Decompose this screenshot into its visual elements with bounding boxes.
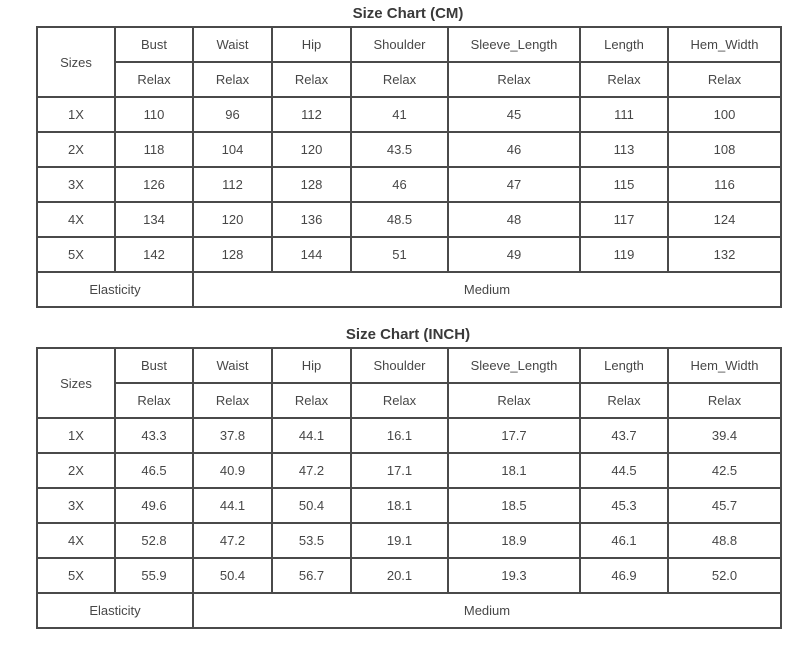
- size-cell: 3X: [37, 488, 115, 523]
- fit-cell: Relax: [193, 383, 272, 418]
- value-cell: 47.2: [272, 453, 351, 488]
- column-header: Bust: [115, 27, 193, 62]
- elasticity-label: Elasticity: [37, 272, 193, 307]
- value-cell: 116: [668, 167, 781, 202]
- value-cell: 47.2: [193, 523, 272, 558]
- table-row: [37, 523, 781, 558]
- value-cell: 45.3: [580, 488, 668, 523]
- value-cell: 48.5: [351, 202, 448, 237]
- fit-cell: Relax: [272, 62, 351, 97]
- fit-cell: Relax: [193, 62, 272, 97]
- fit-row: [37, 383, 781, 418]
- value-cell: 46.5: [115, 453, 193, 488]
- table-row: [37, 97, 781, 132]
- sizes-header: Sizes: [37, 27, 115, 97]
- value-cell: 124: [668, 202, 781, 237]
- column-header: Hip: [272, 348, 351, 383]
- value-cell: 53.5: [272, 523, 351, 558]
- fit-cell: Relax: [580, 383, 668, 418]
- value-cell: 55.9: [115, 558, 193, 593]
- value-cell: 48.8: [668, 523, 781, 558]
- value-cell: 18.1: [351, 488, 448, 523]
- column-header: Sleeve_Length: [448, 348, 580, 383]
- fit-cell: Relax: [272, 383, 351, 418]
- value-cell: 46: [351, 167, 448, 202]
- value-cell: 104: [193, 132, 272, 167]
- value-cell: 110: [115, 97, 193, 132]
- value-cell: 44.1: [272, 418, 351, 453]
- header-row: [37, 348, 781, 383]
- value-cell: 43.5: [351, 132, 448, 167]
- table-row: [37, 202, 781, 237]
- value-cell: 37.8: [193, 418, 272, 453]
- fit-cell: Relax: [351, 62, 448, 97]
- size-cell: 1X: [37, 97, 115, 132]
- value-cell: 50.4: [272, 488, 351, 523]
- value-cell: 49: [448, 237, 580, 272]
- value-cell: 18.1: [448, 453, 580, 488]
- size-cell: 2X: [37, 132, 115, 167]
- value-cell: 43.3: [115, 418, 193, 453]
- column-header: Bust: [115, 348, 193, 383]
- size-chart-inch: [36, 323, 780, 629]
- value-cell: 46.9: [580, 558, 668, 593]
- chart-title: Size Chart (CM): [352, 5, 464, 22]
- size-cell: 4X: [37, 202, 115, 237]
- value-cell: 108: [668, 132, 781, 167]
- fit-cell: Relax: [668, 383, 781, 418]
- value-cell: 128: [272, 167, 351, 202]
- value-cell: 120: [272, 132, 351, 167]
- value-cell: 40.9: [193, 453, 272, 488]
- value-cell: 45: [448, 97, 580, 132]
- value-cell: 113: [580, 132, 668, 167]
- fit-cell: Relax: [668, 62, 781, 97]
- size-cell: 5X: [37, 237, 115, 272]
- value-cell: 52.8: [115, 523, 193, 558]
- value-cell: 56.7: [272, 558, 351, 593]
- value-cell: 120: [193, 202, 272, 237]
- column-header: Shoulder: [351, 348, 448, 383]
- fit-cell: Relax: [448, 383, 580, 418]
- size-cell: 1X: [37, 418, 115, 453]
- elasticity-label: Elasticity: [37, 593, 193, 628]
- column-header: Waist: [193, 348, 272, 383]
- value-cell: 47: [448, 167, 580, 202]
- value-cell: 111: [580, 97, 668, 132]
- column-header: Length: [580, 27, 668, 62]
- value-cell: 48: [448, 202, 580, 237]
- value-cell: 44.1: [193, 488, 272, 523]
- elasticity-value: Medium: [193, 593, 781, 628]
- value-cell: 49.6: [115, 488, 193, 523]
- value-cell: 134: [115, 202, 193, 237]
- fit-cell: Relax: [448, 62, 580, 97]
- value-cell: 136: [272, 202, 351, 237]
- column-header: Hem_Width: [668, 348, 781, 383]
- value-cell: 118: [115, 132, 193, 167]
- value-cell: 96: [193, 97, 272, 132]
- size-table: [36, 347, 782, 629]
- table-row: [37, 453, 781, 488]
- size-cell: 4X: [37, 523, 115, 558]
- fit-cell: Relax: [115, 62, 193, 97]
- value-cell: 19.1: [351, 523, 448, 558]
- size-cell: 3X: [37, 167, 115, 202]
- table-row: [37, 237, 781, 272]
- elasticity-row: [37, 272, 781, 307]
- value-cell: 44.5: [580, 453, 668, 488]
- table-row: [37, 418, 781, 453]
- sizes-header: Sizes: [37, 348, 115, 418]
- value-cell: 17.1: [351, 453, 448, 488]
- value-cell: 51: [351, 237, 448, 272]
- value-cell: 112: [272, 97, 351, 132]
- value-cell: 43.7: [580, 418, 668, 453]
- value-cell: 42.5: [668, 453, 781, 488]
- value-cell: 45.7: [668, 488, 781, 523]
- value-cell: 18.9: [448, 523, 580, 558]
- value-cell: 126: [115, 167, 193, 202]
- column-header: Sleeve_Length: [448, 27, 580, 62]
- fit-row: [37, 62, 781, 97]
- table-row: [37, 488, 781, 523]
- value-cell: 19.3: [448, 558, 580, 593]
- value-cell: 46.1: [580, 523, 668, 558]
- elasticity-value: Medium: [193, 272, 781, 307]
- value-cell: 117: [580, 202, 668, 237]
- value-cell: 39.4: [668, 418, 781, 453]
- column-header: Shoulder: [351, 27, 448, 62]
- table-row: [37, 132, 781, 167]
- value-cell: 46: [448, 132, 580, 167]
- value-cell: 52.0: [668, 558, 781, 593]
- table-row: [37, 167, 781, 202]
- chart-title: Size Chart (INCH): [345, 326, 471, 343]
- size-chart-cm: [36, 2, 780, 308]
- header-row: [37, 27, 781, 62]
- value-cell: 20.1: [351, 558, 448, 593]
- size-table: [36, 26, 782, 308]
- column-header: Waist: [193, 27, 272, 62]
- value-cell: 132: [668, 237, 781, 272]
- column-header: Hip: [272, 27, 351, 62]
- value-cell: 50.4: [193, 558, 272, 593]
- value-cell: 128: [193, 237, 272, 272]
- fit-cell: Relax: [115, 383, 193, 418]
- value-cell: 16.1: [351, 418, 448, 453]
- column-header: Length: [580, 348, 668, 383]
- value-cell: 18.5: [448, 488, 580, 523]
- value-cell: 100: [668, 97, 781, 132]
- value-cell: 119: [580, 237, 668, 272]
- fit-cell: Relax: [351, 383, 448, 418]
- value-cell: 41: [351, 97, 448, 132]
- size-cell: 5X: [37, 558, 115, 593]
- size-cell: 2X: [37, 453, 115, 488]
- value-cell: 112: [193, 167, 272, 202]
- fit-cell: Relax: [580, 62, 668, 97]
- table-row: [37, 558, 781, 593]
- value-cell: 115: [580, 167, 668, 202]
- value-cell: 17.7: [448, 418, 580, 453]
- column-header: Hem_Width: [668, 27, 781, 62]
- elasticity-row: [37, 593, 781, 628]
- value-cell: 144: [272, 237, 351, 272]
- value-cell: 142: [115, 237, 193, 272]
